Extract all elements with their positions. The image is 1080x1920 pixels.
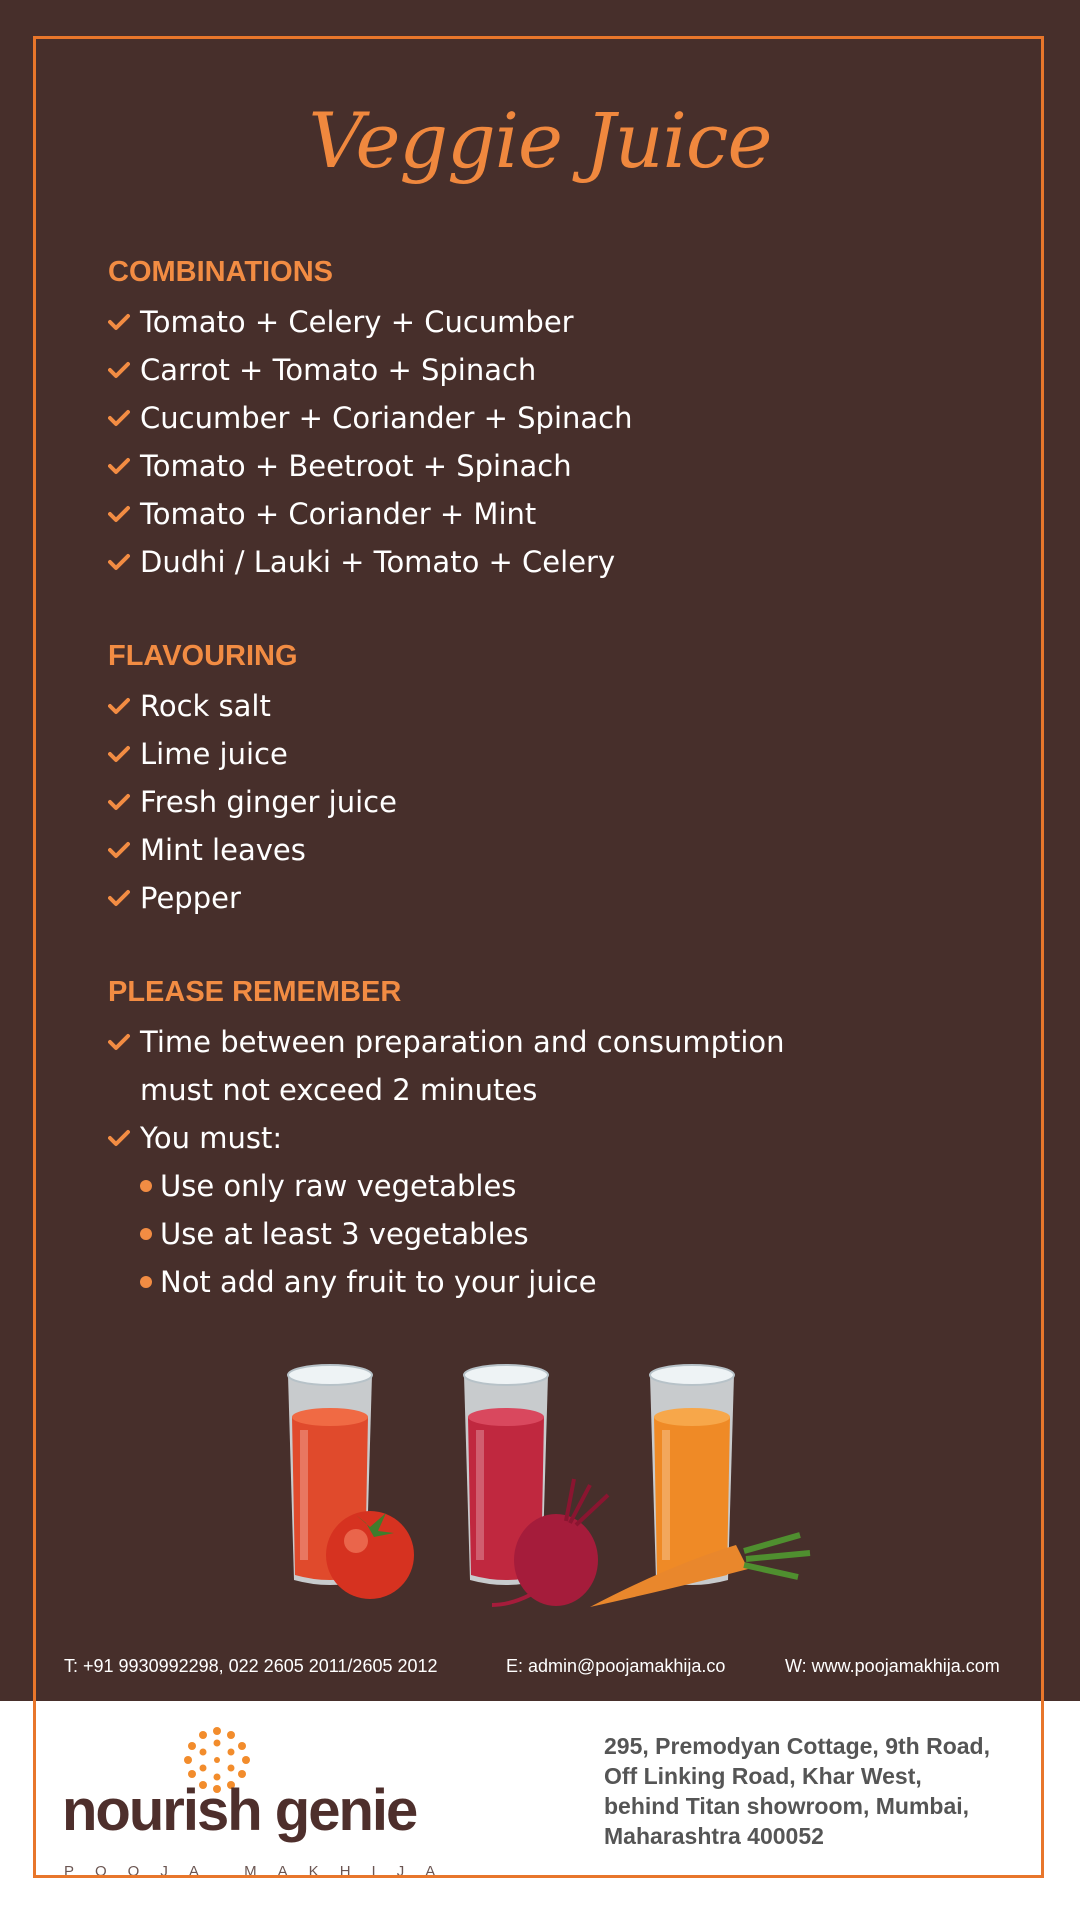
list-item-text: Lime juice <box>140 737 288 771</box>
check-icon <box>108 394 140 442</box>
juice-illustration <box>270 1355 830 1615</box>
sub-list-item-text: Use only raw vegetables <box>160 1169 517 1203</box>
address <box>604 1731 1044 1851</box>
list-item-text: Rock salt <box>140 689 271 723</box>
list-item <box>108 394 928 442</box>
list-item <box>108 298 928 346</box>
logo <box>62 1725 482 1880</box>
check-icon <box>108 1114 140 1162</box>
address-line: Off Linking Road, Khar West, <box>604 1763 922 1789</box>
check-icon <box>108 730 140 778</box>
list-item <box>108 730 928 778</box>
check-icon <box>108 538 140 586</box>
list-item-text: Cucumber + Coriander + Spinach <box>140 401 633 435</box>
address-line: 295, Premodyan Cottage, 9th Road, <box>604 1733 990 1759</box>
list-item <box>108 874 928 922</box>
list-item <box>108 826 928 874</box>
brand-tagline: POOJA MAKHIJA <box>64 1863 457 1880</box>
section-combinations <box>108 250 928 586</box>
list-item-text: Tomato + Beetroot + Spinach <box>140 449 572 483</box>
tomato-juice-glass <box>288 1365 414 1599</box>
bullet-dot-icon <box>140 1276 152 1288</box>
check-icon <box>108 298 140 346</box>
list-item-text: Time between preparation and consumption <box>140 1025 785 1059</box>
list-item <box>108 538 928 586</box>
address-line: behind Titan showroom, Mumbai, <box>604 1793 970 1819</box>
address-line: Maharashtra 400052 <box>604 1823 824 1849</box>
sub-list-item <box>108 1162 928 1210</box>
list-item <box>108 1114 928 1162</box>
list-item-continuation <box>108 1066 928 1114</box>
check-icon <box>108 826 140 874</box>
bullet-dot-icon <box>140 1228 152 1240</box>
check-icon <box>108 874 140 922</box>
list-item-text: Tomato + Celery + Cucumber <box>140 305 574 339</box>
contact-phone: T: +91 9930992298, 022 2605 2011/2605 2012 <box>64 1656 438 1676</box>
bullet-dot-icon <box>140 1180 152 1192</box>
beetroot-juice-glass <box>464 1365 608 1606</box>
check-icon <box>108 1018 140 1066</box>
section-flavouring <box>108 634 928 922</box>
list-item <box>108 490 928 538</box>
list-item-text: Mint leaves <box>140 833 306 867</box>
contact-website[interactable]: W: www.poojamakhija.com <box>785 1656 1000 1676</box>
check-icon <box>108 682 140 730</box>
list-item-text: must not exceed 2 minutes <box>140 1073 538 1107</box>
check-icon <box>108 442 140 490</box>
footer <box>0 1701 1080 1920</box>
list-item-text: Pepper <box>140 881 241 915</box>
sub-list-item-text: Use at least 3 vegetables <box>160 1217 529 1251</box>
contact-bar <box>0 1650 1080 1684</box>
brand-name: nourish genie <box>62 1778 417 1843</box>
list-item-text: Carrot + Tomato + Spinach <box>140 353 537 387</box>
sub-list-item-text: Not add any fruit to your juice <box>160 1265 597 1299</box>
list-item-text: Dudhi / Lauki + Tomato + Celery <box>140 545 616 579</box>
list-item <box>108 1018 928 1066</box>
check-icon <box>108 778 140 826</box>
sub-list-item <box>108 1258 928 1306</box>
section-heading: PLEASE REMEMBER <box>108 976 402 1008</box>
section-remember <box>108 970 928 1306</box>
carrot-juice-glass <box>590 1365 810 1607</box>
list-item <box>108 682 928 730</box>
list-item-text: You must: <box>140 1121 283 1155</box>
list-item-text: Fresh ginger juice <box>140 785 397 819</box>
page-title: Veggie Juice <box>308 96 772 185</box>
content <box>108 250 928 1354</box>
list-item <box>108 346 928 394</box>
list-item-text: Tomato + Coriander + Mint <box>140 497 537 531</box>
contact-email[interactable]: E: admin@poojamakhija.co <box>506 1656 726 1676</box>
section-heading: COMBINATIONS <box>108 256 334 288</box>
list-item <box>108 778 928 826</box>
sub-list-item <box>108 1210 928 1258</box>
section-heading: FLAVOURING <box>108 640 298 672</box>
list-item <box>108 442 928 490</box>
check-icon <box>108 346 140 394</box>
check-icon <box>108 490 140 538</box>
